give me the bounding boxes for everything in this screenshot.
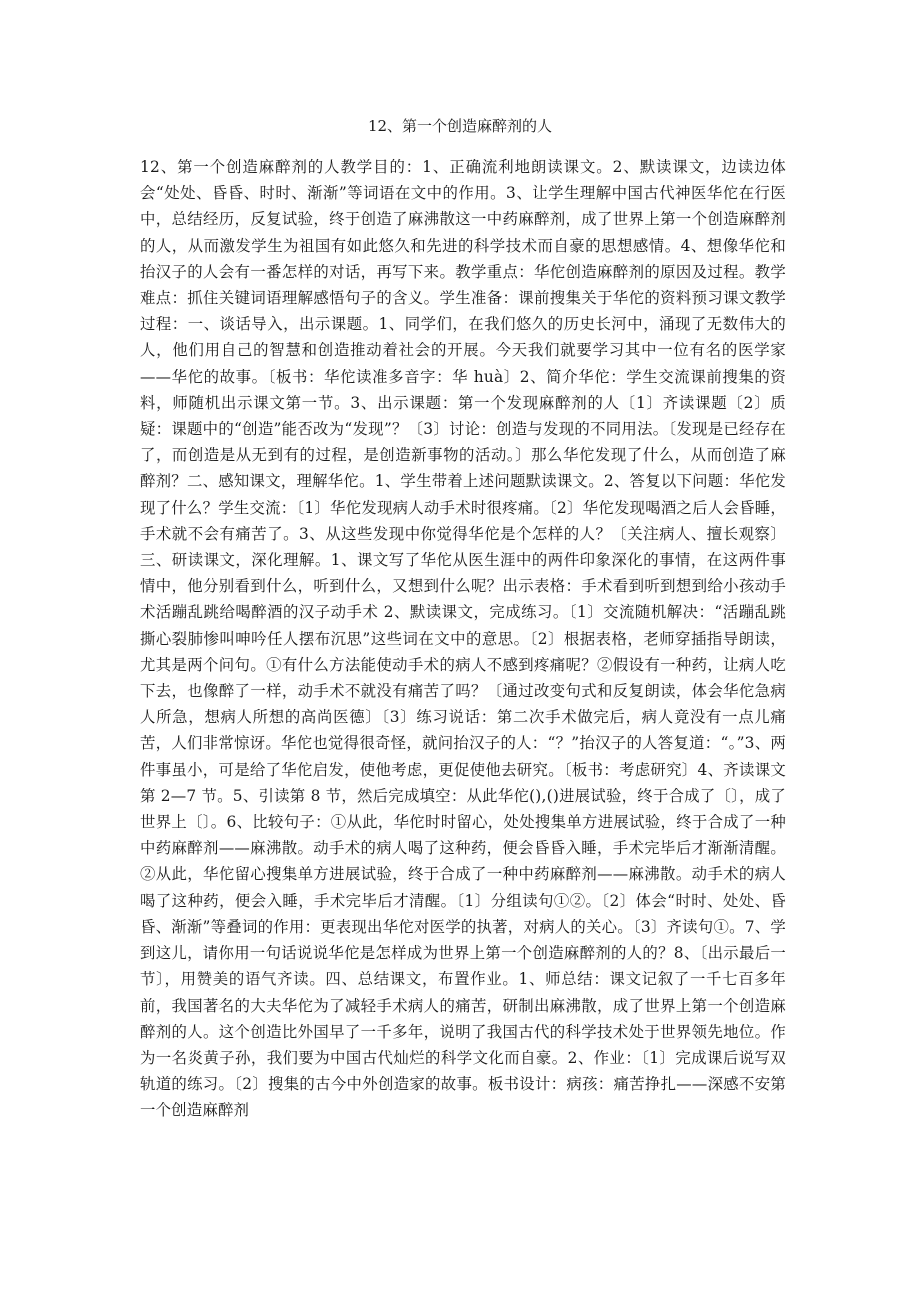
document-title: 12、第一个创造麻醉剂的人 (367, 117, 553, 135)
document-body-text: 12、第一个创造麻醉剂的人教学目的：1、正确流利地朗读课文。2、默读课文，边读边体会“处处、昏昏、时时、渐渐”等词语在文中的作用。3、让学生理解中国古代神医华佗在行医中，总结经历，反复试验，终于创造了麻沸散这一中药麻醉剂，成了世界上第一个创造麻醉剂的人，从而激发学生为祖国有如此悠久和先进的科学技术而自豪的思想感情。4、想像华佗和抬汉子的人会有一番怎样的对话，再写下来。教学重点：华佗创造麻醉剂的原因及过程。教学难点：抓住关键词语理解感悟句子的含义。学生准备：课前搜集关于华佗的资料预习课文教学过程：一、谈话导入，出示课题。1、同学们，在我们悠久的历史长河中，涌现了无数伟大的人，他们用自己的智慧和创造推动着社会的开展。今天我们就要学习其中一位有名的医学家——华佗的故事。〔板书：华佗读准多音字：华 huà〕2、简介华佗：学生交流课前搜集的资料，师随机出示课文第一节。3、出示课题：第一个发现麻醉剂的人〔1〕齐读课题〔2〕质疑：课题中的“创造”能否改为“发现”？〔3〕讨论：创造与发现的不同用法。〔发现是已经存在了，而创造是从无到有的过程，是创造新事物的活动。〕那么华佗发现了什么，从而创造了麻醉剂？二、感知课文，理解华佗。1、学生带着上述问题默读课文。2、答复以下问题：华佗发现了什么？学生交流：〔1〕华佗发现病人动手术时很疼痛。〔2〕华佗发现喝酒之后人会昏睡，手术就不会有痛苦了。3、从这些发现中你觉得华佗是个怎样的人？〔关注病人、擅长观察〕三、研读课文，深化理解。1、课文写了华佗从医生涯中的两件印象深化的事情，在这两件事情中，他分别看到什么，听到什么，又想到什么呢？出示表格：手术看到听到想到给小孩动手术活蹦乱跳给喝醉酒的汉子动手术 2、默读课文，完成练习。〔1〕交流随机解决：“活蹦乱跳撕心裂肺惨叫呻吟任人摆布沉思”这些词在文中的意思。〔2〕根据表格，老师穿插指导朗读，尤其是两个问句。①有什么方法能使动手术的病人不感到疼痛呢？②假设有一种药，让病人吃下去，也像醉了一样，动手术不就没有痛苦了吗？〔通过改变句式和反复朗读，体会华佗急病人所急，想病人所想的高尚医德〕〔3〕练习说话：第二次手术做完后，病人竟没有一点儿痛苦，人们非常惊讶。华佗也觉得很奇怪，就问抬汉子的人：“？”抬汉子的人答复道：“。”3、两件事虽小，可是给了华佗启发，使他考虑，更促使他去研究。〔板书：考虑研究〕4、齐读课文第 2—7 节。5、引读第 8 节，然后完成填空：从此华佗(),()进展试验，终于合成了〔〕，成了世界上〔〕。6、比较句子：①从此，华佗时时留心，处处搜集单方进展试验，终于合成了一种中药麻醉剂——麻沸散。动手术的病人喝了这种药，便会昏昏入睡，手术完毕后才渐渐清醒。②从此，华佗留心搜集单方进展试验，终于合成了一种中药麻醉剂——麻沸散。动手术的病人喝了这种药，便会入睡，手术完毕后才清醒。〔1〕分组读句①②。〔2〕体会“时时、处处、昏昏、渐渐”等叠词的作用：更表现出华佗对医学的执著，对病人的关心。〔3〕齐读句①。7、学到这儿，请你用一句话说说华佗是怎样成为世界上第一个创造麻醉剂的人的？8、〔出示最后一节〕，用赞美的语气齐读。四、总结课文，布置作业。1、师总结：课文记叙了一千七百多年前，我国著名的大夫华佗为了减轻手术病人的痛苦，研制出麻沸散，成了世界上第一个创造麻醉剂的人。这个创造比外国早了一千多年，说明了我国古代的科学技术处于世界领先地位。作为一名炎黄子孙，我们要为中国古代灿烂的科学文化而自豪。2、作业：〔1〕完成课后说写双轨道的练习。〔2〕搜集的古今中外创造家的故事。板书设计：病孩：痛苦挣扎——深感不安第一个创造麻醉剂 (140, 158, 786, 1120)
